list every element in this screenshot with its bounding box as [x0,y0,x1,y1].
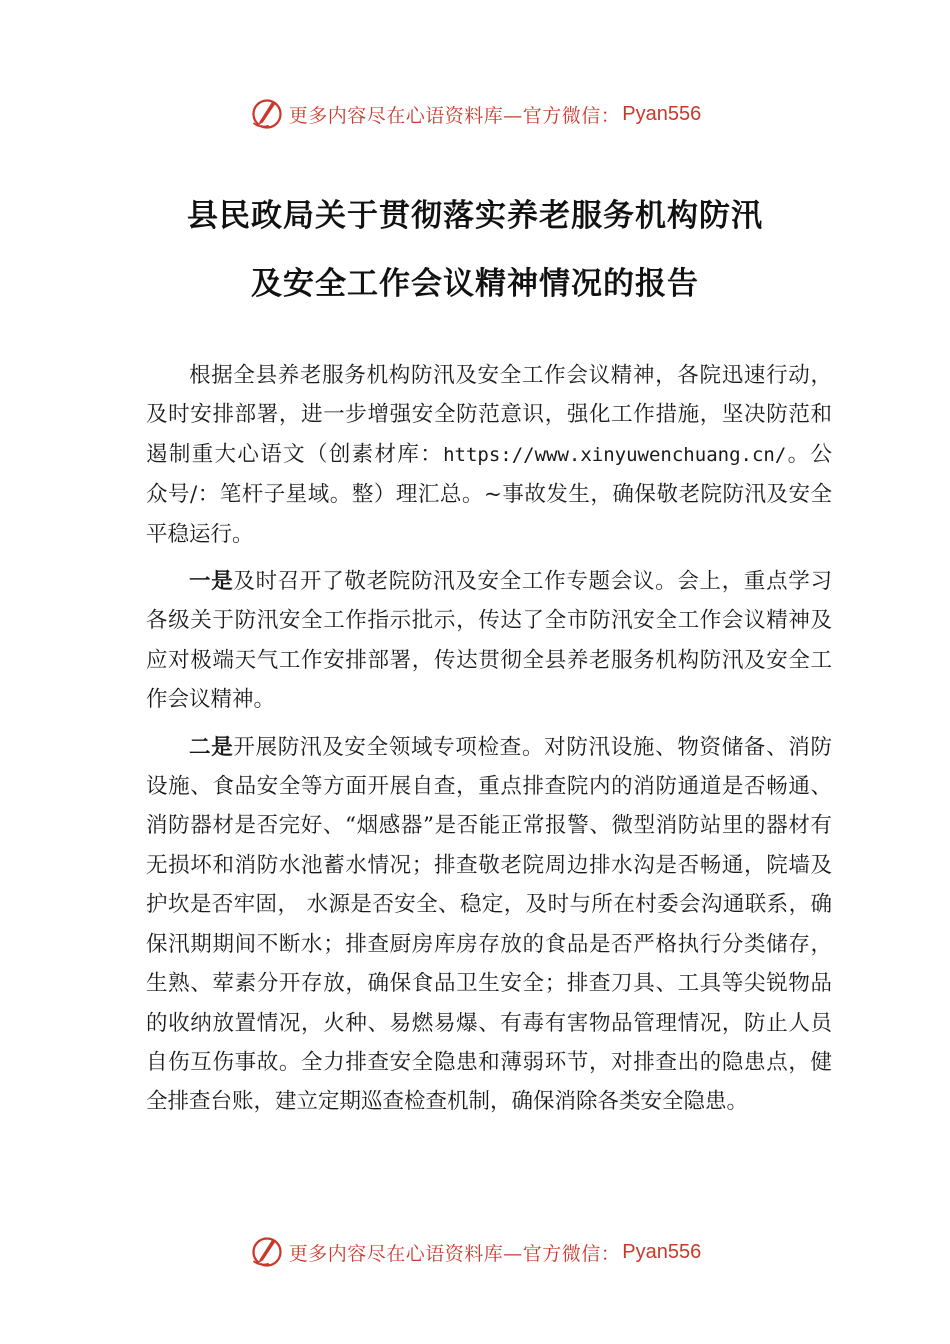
pen-logo-icon [249,96,285,132]
item-2-lead: 二是 [189,734,234,760]
paragraph-intro-tail: 。公众号/：笔杆子星域。整）理汇总。~事故发生，确保敬老院防汛及安全平稳运行。 [146,441,832,547]
watermark-banner-bottom [0,1232,950,1272]
document-title-line-2: 及安全工作会议精神情况的报告 [251,266,699,302]
item-1-lead: 一是 [189,569,234,595]
watermark-text: 更多内容尽在心语资料库—官方微信： [288,104,621,127]
watermark-wechat-id: Pyan556 [622,1240,702,1263]
item-1-text: 及时召开了敬老院防汛及安全工作专题会议。会上，重点学习各级关于防汛安全工作指示批示，传达了全市防汛安全工作会议精神及应对极端天气工作安排部署，传达贯彻全县养老服务机构防汛及安全工作会议精神。 [146,569,832,713]
source-url: https://www.xinyuwenchuang.cn/ [443,443,787,466]
paragraph-intro [146,356,832,554]
paragraph-item-2 [146,728,832,1122]
watermark-text: 更多内容尽在心语资料库—官方微信： [288,1242,621,1265]
document-body [146,356,832,1130]
item-2-text: 开展防汛及安全领域专项检查。对防汛设施、物资储备、消防设施、食品安全等方面开展自查，重点排查院内的消防通道是否畅通、消防器材是否完好、“烟感器”是否能正常报警、微型消防站里的器材有无损坏和消防水池蓄水情况；排查敬老院周边排水沟是否畅通，院墙及护坎是否牢固， 水源是否安全、稳定，及时与所在村委会沟通联系，确保汛期期间不断水；排查厨房库房存放的食品是否严格执行分类储存，生熟、荤素分开存放，确保食品卫生安全；排查刀具、工具等尖锐物品的收纳放置情况，火种、易燃易爆、有毒有害物品管理情况，防止人员自伤互伤事故。全力排查安全隐患和薄弱环节，对排查出的隐患点，健全排查台账，建立定期巡查检查机制，确保消除各类安全隐患。 [146,734,832,1115]
document-title-line-1: 县民政局关于贯彻落实养老服务机构防汛 [187,198,763,234]
paragraph-item-1 [146,562,832,720]
watermark-banner-top [0,94,950,134]
paragraph-intro-text: 根据全县养老服务机构防汛及安全工作会议精神，各院迅速行动，及时安排部署，进一步增强安全防范意识，强化工作措施，坚决防范和遏制重大心语文（创素材库： [146,363,832,467]
watermark-wechat-id: Pyan556 [622,102,702,125]
pen-logo-icon [249,1234,285,1270]
